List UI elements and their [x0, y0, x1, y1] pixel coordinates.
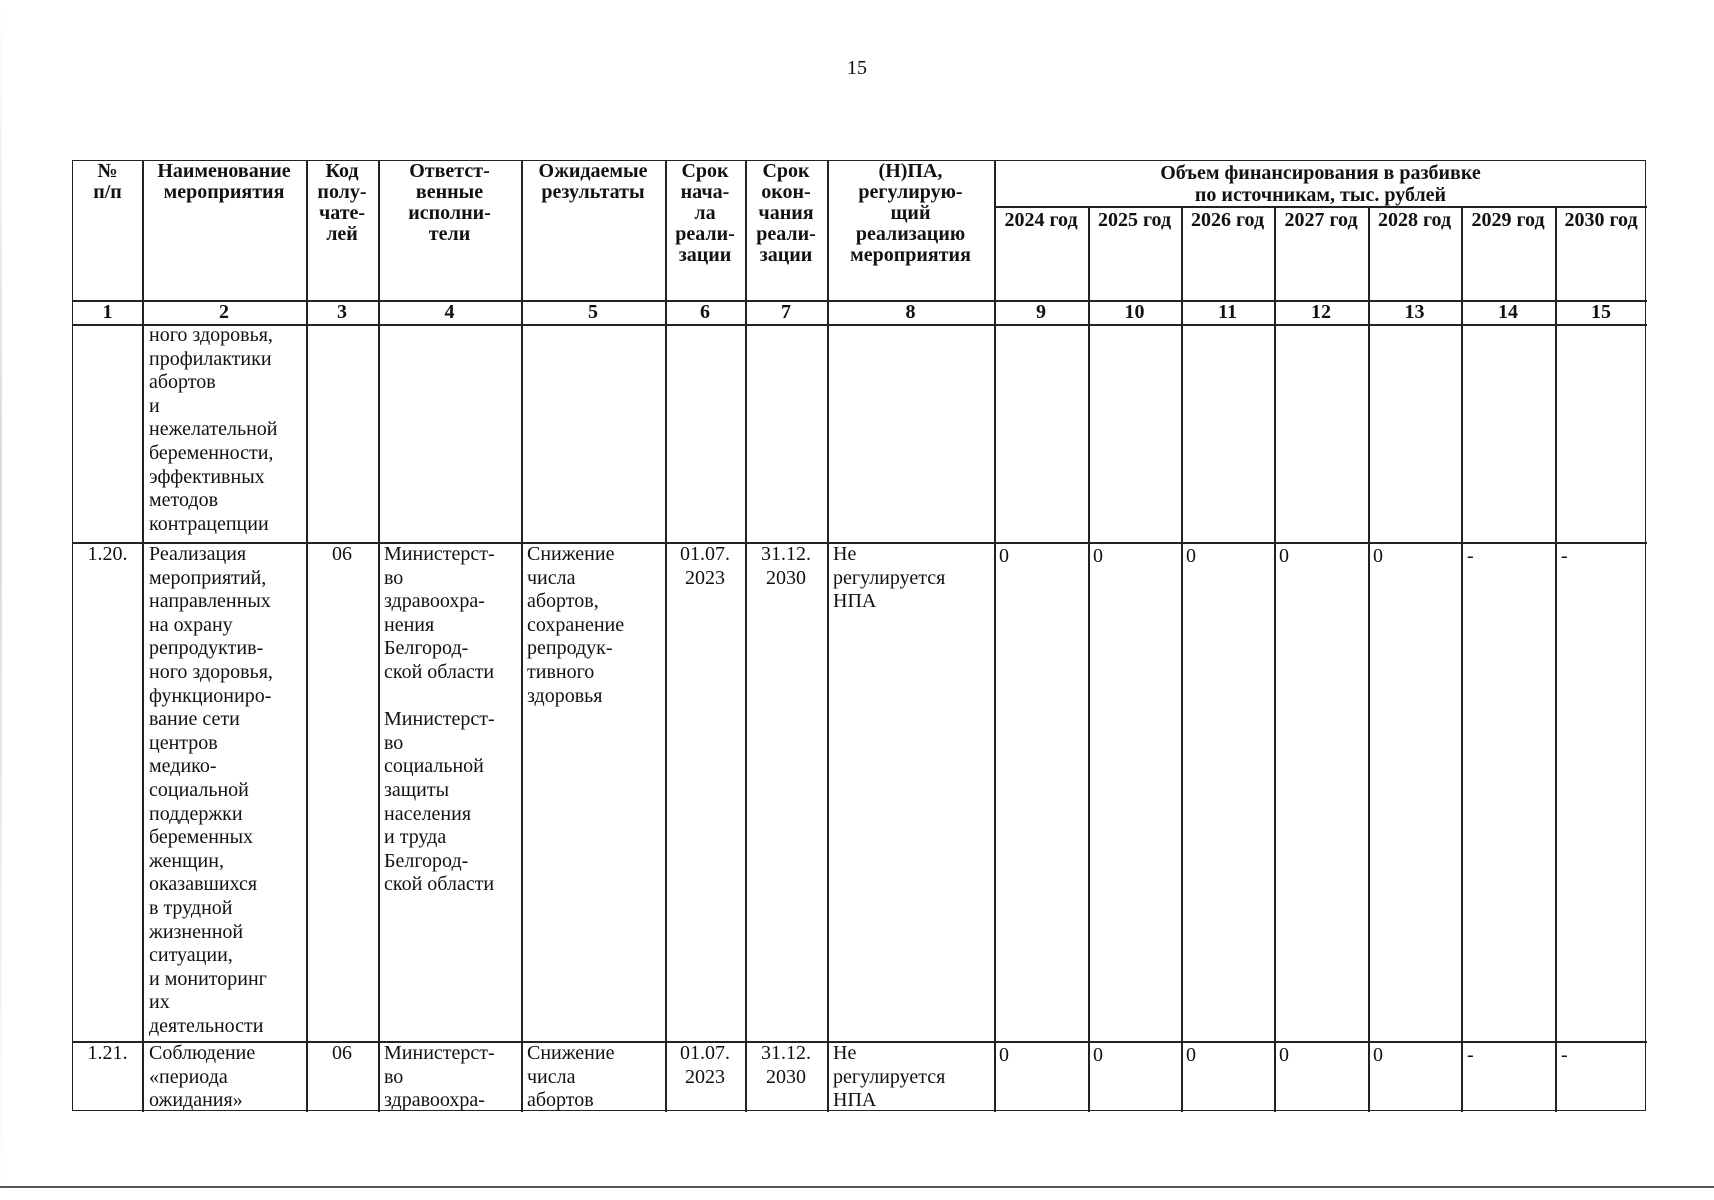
row-funding-value: 0 — [1373, 545, 1383, 567]
row-funding-value: 0 — [999, 1044, 1009, 1066]
column-number: 14 — [1498, 301, 1518, 323]
header-recipient-code: Код полу- чате- лей — [317, 160, 367, 245]
col-divider — [1088, 206, 1090, 1112]
row-recipient-code: 06 — [332, 543, 352, 565]
row-funding-value: - — [1561, 545, 1568, 567]
header-expected-results: Ожидаемые результаты — [538, 160, 648, 203]
row-executors: Министерст- во здравоохра- нения Белгород- ской области Министерст- во социальной защиты населения и труда Белгород- ской области — [384, 543, 495, 896]
row-funding-value: 0 — [1093, 1044, 1103, 1066]
activities-table — [72, 160, 1646, 1111]
scan-edge — [0, 0, 2, 1200]
row-end-date: 31.12. 2030 — [761, 543, 811, 589]
column-number: 15 — [1591, 301, 1611, 323]
row-funding-value: - — [1467, 1044, 1474, 1066]
row-funding-value: 0 — [1279, 545, 1289, 567]
header-end-date: Срок окон- чания реали- зации — [756, 160, 816, 266]
row-funding-value: 0 — [1373, 1044, 1383, 1066]
column-number: 1 — [102, 301, 113, 323]
column-number: 4 — [444, 301, 455, 323]
col-divider — [1274, 206, 1276, 1112]
row-funding-value: - — [1561, 1044, 1568, 1066]
header-year: 2030 год — [1564, 209, 1638, 231]
col-divider — [1461, 206, 1463, 1112]
column-number: 3 — [337, 301, 347, 323]
row-funding-value: 0 — [999, 545, 1009, 567]
column-number: 8 — [905, 301, 916, 323]
row-continuation-name: ного здоровья, профилактики абортов и нежелательной беременности, эффективных методов контрацепции — [149, 324, 278, 535]
row-recipient-code: 06 — [332, 1042, 352, 1064]
page-number: 15 — [847, 57, 867, 79]
column-number: 7 — [781, 301, 791, 323]
row-expected-result: Снижение числа абортов — [527, 1042, 615, 1112]
col-divider — [1555, 206, 1557, 1112]
column-number: 12 — [1311, 301, 1331, 323]
row-number: 1.21. — [87, 1042, 128, 1064]
row-executors: Министерст- во здравоохра- — [384, 1042, 495, 1112]
row-number: 1.20. — [87, 543, 128, 565]
column-number: 13 — [1404, 301, 1425, 323]
row-funding-value: 0 — [1279, 1044, 1289, 1066]
row-start-date: 01.07. 2023 — [680, 543, 730, 589]
col-divider — [1368, 206, 1370, 1112]
column-number: 6 — [700, 301, 710, 323]
row-funding-value: - — [1467, 545, 1474, 567]
header-year: 2025 год — [1097, 209, 1172, 231]
col-divider — [1181, 206, 1183, 1112]
header-year: 2026 год — [1190, 209, 1265, 231]
row-expected-result: Снижение числа абортов, сохранение репродук- тивного здоровья — [527, 543, 625, 707]
row-activity-name: Реализация мероприятий, направленных на охрану репродуктив- ного здоровья, функциониро- вание сети центров медико- социальной поддержки беременных женщин, оказавшихся в трудной жизненной ситуации, и мониторинг их деятельности — [149, 543, 273, 1037]
header-number: № п/п — [93, 160, 122, 203]
row-regulation: Не регулируется НПА — [833, 1042, 946, 1111]
header-funding: Объем финансирования в разбивке по источникам, тыс. рублей — [1160, 162, 1481, 206]
row-divider — [994, 206, 1647, 208]
row-end-date: 31.12. 2030 — [761, 1042, 811, 1088]
column-number: 11 — [1218, 301, 1237, 323]
row-funding-value: 0 — [1186, 545, 1196, 567]
column-number: 5 — [588, 301, 598, 323]
header-activity-name: Наименование мероприятия — [157, 160, 291, 203]
row-activity-name: Соблюдение «периода ожидания» — [149, 1042, 256, 1112]
row-regulation: Не регулируется НПА — [833, 543, 946, 612]
header-start-date: Срок нача- ла реали- зации — [675, 160, 735, 266]
header-year: 2028 год — [1377, 209, 1452, 231]
header-regulation: (Н)ПА, регулирую- щий реализацию мероприятия — [850, 160, 971, 266]
header-year: 2029 год — [1471, 209, 1545, 231]
column-number: 10 — [1124, 301, 1145, 323]
header-year: 2027 год — [1284, 209, 1358, 231]
header-executors: Ответст- венные исполни- тели — [408, 160, 491, 245]
column-number: 9 — [1036, 301, 1046, 323]
row-start-date: 01.07. 2023 — [680, 1042, 730, 1088]
row-funding-value: 0 — [1093, 545, 1103, 567]
scan-bottom-rule — [0, 1186, 1714, 1188]
column-number: 2 — [219, 301, 229, 323]
header-year: 2024 год — [1004, 209, 1078, 231]
row-funding-value: 0 — [1186, 1044, 1196, 1066]
